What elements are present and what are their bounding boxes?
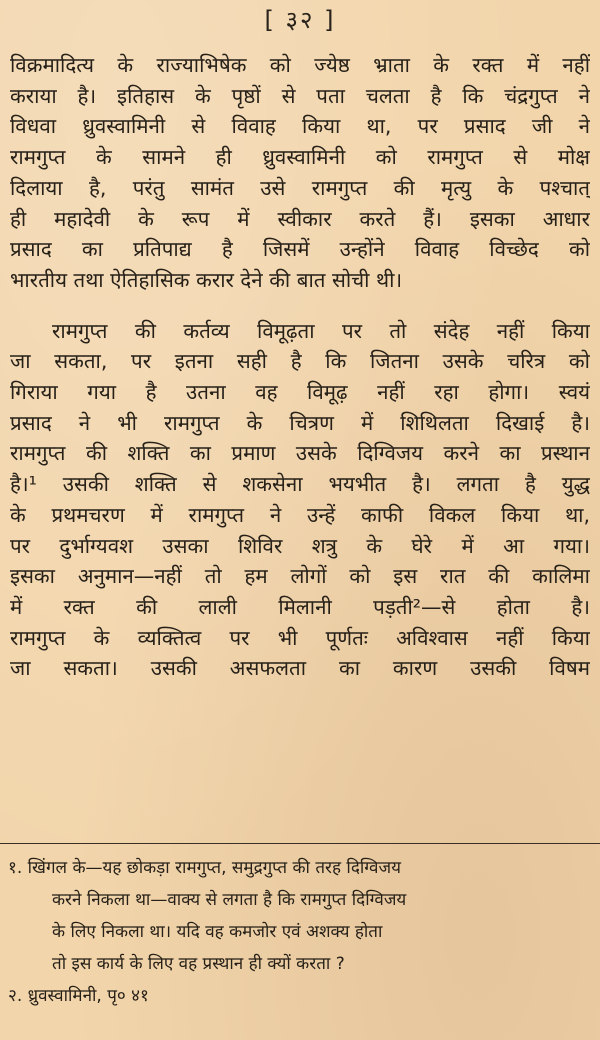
footnote-line: तो इस कार्य के लिए वह प्रस्थान ही क्यों करता ?	[52, 954, 345, 974]
main-text	[10, 50, 590, 684]
text-line: विक्रमादित्य के राज्याभिषेक को ज्येष्ठ भ्राता के रक्त में नहीं	[10, 53, 590, 77]
footnote-2	[8, 980, 588, 1012]
text-line: प्रसाद का प्रतिपाद्य है जिसमें उन्होंने विवाह विच्छेद को	[10, 237, 590, 262]
text-line: दिलाया है, परंतु सामंत उसे रामगुप्त की मृत्यु के पश्चात्	[10, 175, 590, 200]
text-line: भारतीय तथा ऐतिहासिक करार देने की बात सोची थी।	[10, 267, 403, 292]
text-line: है।¹ उसकी शक्ति से शकसेना भयभीत है। लगता है युद्ध	[10, 472, 590, 497]
paragraph-2	[10, 316, 590, 684]
text-line: के प्रथमचरण में रामगुप्त ने उन्हें काफी विकल किया था,	[10, 502, 590, 527]
footnote-divider	[0, 843, 600, 844]
footnote-line: २. ध्रुवस्वामिनी, पृ० ४१	[8, 986, 149, 1006]
text-line: जा सकता। उसकी असफलता का कारण उसकी विषम	[10, 656, 590, 681]
footnote-1	[8, 852, 588, 980]
text-line: जा सकता, पर इतना सही है कि जितना उसके चरित्र को	[10, 349, 590, 374]
text-line: पर दुर्भाग्यवश उसका शिविर शत्रु के घेरे में आ गया।	[10, 533, 590, 558]
text-line: में रक्त की लाली मिलानी पड़ती²—से होता है।	[10, 594, 590, 619]
text-line: रामगुप्त के सामने ही ध्रुवस्वामिनी को रामगुप्त से मोक्ष	[10, 145, 590, 170]
footnote-line: के लिए निकला था। यदि वह कमजोर एवं अशक्य होता	[52, 922, 383, 942]
text-line: रामगुप्त की कर्तव्य विमूढ़ता पर तो संदेह नहीं किया	[52, 318, 590, 343]
text-line: गिराया गया है उतना वह विमूढ़ नहीं रहा होगा। स्वयं	[10, 380, 590, 405]
footnote-line: करने निकला था—वाक्य से लगता है कि रामगुप्त दिग्विजय	[52, 890, 407, 910]
text-line: रामगुप्त की शक्ति का प्रमाण उसके दिग्विजय करने का प्रस्थान	[10, 441, 590, 466]
footnotes	[8, 852, 588, 1012]
text-line: विधवा ध्रुवस्वामिनी से विवाह किया था, पर प्रसाद जी ने	[10, 114, 590, 139]
text-line: ही महादेवी के रूप में स्वीकार करते हैं। इसका आधार	[10, 206, 590, 231]
text-line: रामगुप्त के व्यक्तित्व पर भी पूर्णतः अविश्वास नहीं किया	[10, 625, 590, 650]
text-line: इसका अनुमान—नहीं तो हम लोगों को इस रात की कालिमा	[10, 564, 590, 589]
text-line: प्रसाद ने भी रामगुप्त के चित्रण में शिथिलता दिखाई है।	[10, 410, 590, 435]
page-number: [ ३२ ]	[264, 6, 336, 34]
text-line: कराया है। इतिहास के पृष्ठों से पता चलता है कि चंद्रगुप्त ने	[10, 83, 590, 108]
footnote-line: १. खिंगल के—यह छोकड़ा रामगुप्त, समुद्रगुप्त की तरह दिग्विजय	[8, 858, 401, 878]
paragraph-1	[10, 50, 590, 296]
